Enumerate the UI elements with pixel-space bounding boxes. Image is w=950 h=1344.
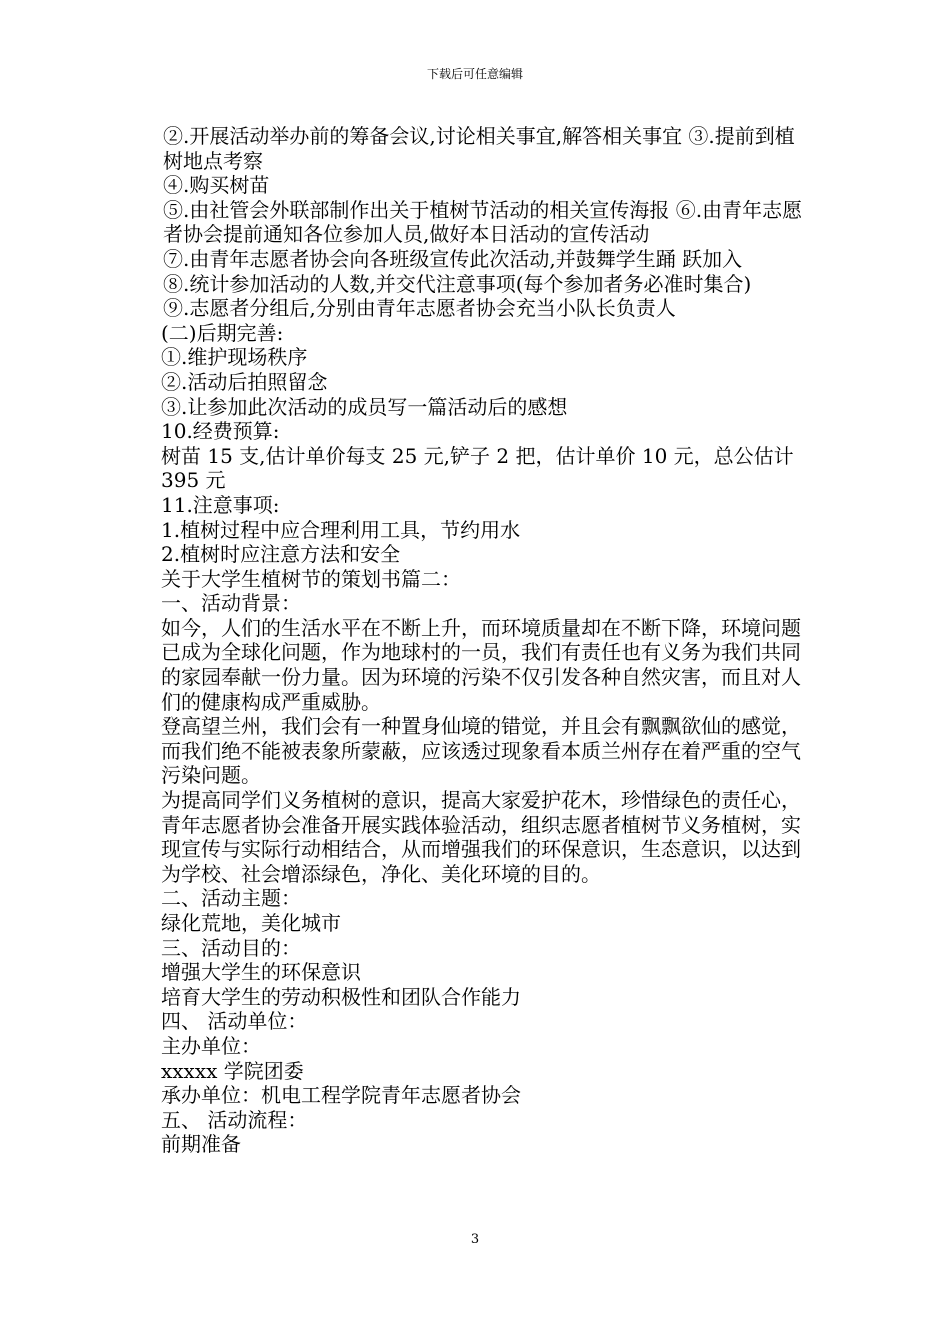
paragraph: ②.活动后拍照留念 <box>161 369 328 394</box>
paragraph: ⑦.由青年志愿者协会向各班级宣传此次活动,并鼓舞学生踊 跃加入 <box>163 246 743 271</box>
paragraph: 绿化荒地，美化城市 <box>161 911 341 935</box>
paragraph: xxxxx 学院团委 <box>161 1058 304 1083</box>
section-heading: 三、活动目的： <box>161 935 301 960</box>
page-number: 3 <box>470 1232 480 1247</box>
section-heading: 一、活动背景： <box>161 591 301 616</box>
paragraph: ①.维护现场秩序 <box>161 345 308 370</box>
section-heading: 四、 活动单位： <box>161 1009 308 1034</box>
paragraph: 如今，人们的生活水平在不断上升，而环境质量却在不断下降，环境问题已成为全球化问题，作为地球村的一员，我们有责任也有义务为我们共同的家园奉献一份力量。因为环境的污染不仅引发各种自然灾害，而且对人们的健康构成严重威胁。 <box>161 615 801 714</box>
paragraph: 为提高同学们义务植树的意识，提高大家爱护花木，珍惜绿色的责任心，青年志愿者协会准备开展实践体验活动，组织志愿者植树节义务植树，实现宣传与实际行动相结合，从而增强我们的环保意识，生态意识，以达到为学校、社会增添绿色，净化、美化环境的目的。 <box>161 788 801 886</box>
paragraph: 前期准备 <box>161 1132 241 1157</box>
paragraph: 主办单位： <box>161 1033 261 1058</box>
document-body <box>143 124 811 1157</box>
section-heading: 二、活动主题： <box>161 886 301 911</box>
section-heading: 五、 活动流程： <box>161 1107 308 1132</box>
paragraph: 树苗 15 支,估计单价每支 25 元,铲子 2 把，估计单价 10 元，总公估计 395 元 <box>161 443 794 493</box>
paragraph: 承办单位：机电工程学院青年志愿者协会 <box>161 1083 521 1108</box>
paragraph: ③.让参加此次活动的成员写一篇活动后的感想 <box>161 394 568 419</box>
paragraph: ⑤.由社管会外联部制作出关于植树节活动的相关宣传海报 ⑥.由青年志愿者协会提前通知各位参加人员,做好本日活动的宣传活动 <box>163 197 803 247</box>
section-heading: 关于大学生植树节的策划书篇二： <box>161 566 461 591</box>
paragraph: ⑧.统计参加活动的人数,并交代注意事项(每个参加者务必准时集合) <box>163 271 752 296</box>
paragraph: ④.购买树苗 <box>163 173 270 198</box>
paragraph: 增强大学生的环保意识 <box>161 960 361 985</box>
paragraph: 登高望兰州，我们会有一种置身仙境的错觉，并且会有飘飘欲仙的感觉，而我们绝不能被表象所蒙蔽，应该透过现象看本质兰州存在着严重的空气污染问题。 <box>161 714 801 788</box>
page-header: 下载后可任意编辑 <box>426 67 523 81</box>
paragraph: (二)后期完善: <box>161 320 284 345</box>
paragraph: 11.注意事项: <box>161 492 280 517</box>
paragraph: ②.开展活动举办前的筹备会议,讨论相关事宜,解答相关事宜 ③.提前到植树地点考察 <box>163 124 795 173</box>
paragraph: 1.植树过程中应合理利用工具，节约用水 <box>161 517 521 542</box>
paragraph: ⑨.志愿者分组后,分别由青年志愿者协会充当小队长负责人 <box>163 296 676 321</box>
paragraph: 2.植树时应注意方法和安全 <box>161 542 401 567</box>
paragraph: 培育大学生的劳动积极性和团队合作能力 <box>161 984 521 1009</box>
paragraph: 10.经费预算: <box>161 419 280 444</box>
